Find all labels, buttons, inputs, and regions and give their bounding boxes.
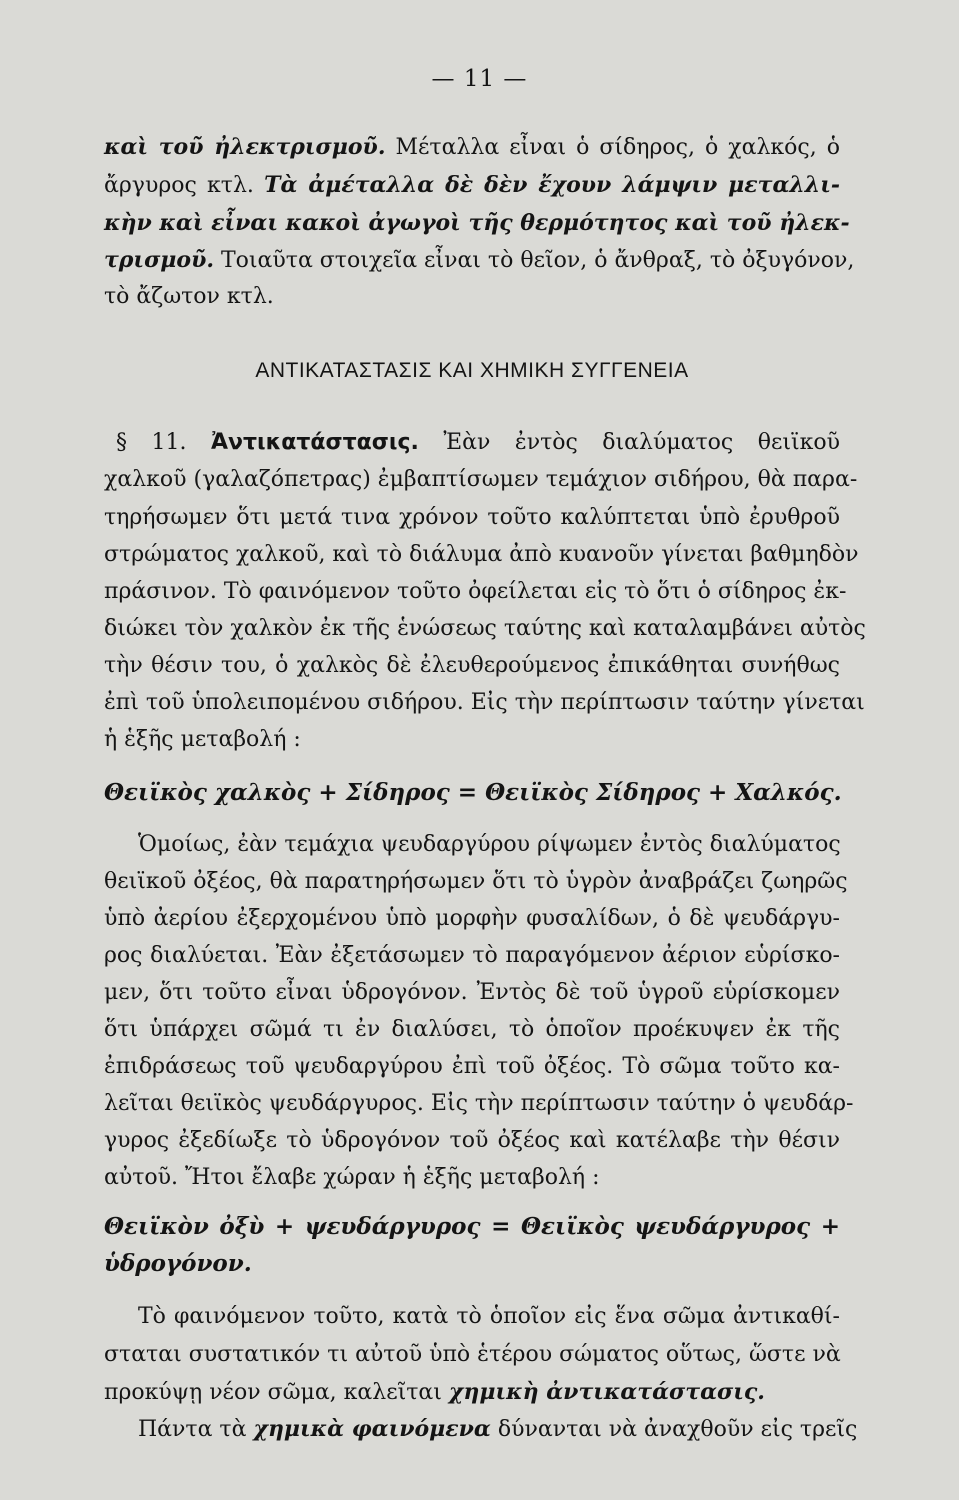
text-run: Ἐὰν ἐντὸς διαλύματος θειϊκοῦ (418, 430, 840, 455)
text-line: μεν, ὅτι τοῦτο εἶναι ὑδρογόνον. Ἐντὸς δὲ τοῦ ὑγροῦ εὑρίσκομεν (104, 980, 840, 1005)
text-line (104, 208, 850, 239)
text-run: Τοιαῦτα στοιχεῖα εἶναι τὸ θεῖον, ὁ ἄνθραξ, τὸ ὀξυγόνον, (214, 248, 855, 273)
text-line: γυρος ἐξεδίωξε τὸ ὑδρογόνον τοῦ ὀξέος καὶ κατέλαβε τὴν θέσιν (104, 1128, 840, 1153)
text-run: ἄργυρος κτλ. (104, 173, 265, 198)
bold-italic-term: χημικὴ ἀντικατάστασις. (448, 1379, 765, 1405)
text-line: χαλκοῦ (γαλαζόπετρας) ἐμβαπτίσωμεν τεμάχιον σιδήρου, θὰ παρα- (104, 467, 858, 492)
text-run: τὸ ἄζωτον κτλ. (104, 284, 274, 309)
text-run: Μέταλλα εἶναι ὁ σίδηρος, ὁ χαλκός, ὁ (385, 135, 840, 160)
text-line (104, 132, 840, 163)
bold-italic-term: χημικὰ φαινόμενα (253, 1416, 491, 1442)
text-line (104, 282, 840, 312)
bold-italic-term: κὴν καὶ εἶναι κακοὶ ἀγωγοὶ τῆς θερμότητος καὶ τοῦ ἠλεκ- (104, 210, 850, 236)
text-line: Ὁμοίως, ἐὰν τεμάχια ψευδαργύρου ρίψωμεν ἐντὸς διαλύματος (138, 832, 841, 857)
text-line: σταται συστατικόν τι αὐτοῦ ὑπὸ ἑτέρου σώματος οὕτως, ὥστε νὰ (104, 1342, 841, 1367)
bold-italic-term: Τὰ ἀμέταλλα δὲ δὲν ἔχουν λάμψιν μεταλλι- (264, 172, 841, 198)
paragraph-number: § 11. (116, 430, 187, 455)
bold-italic-term: τρισμοῦ. (104, 247, 214, 273)
text-line: ἡ ἑξῆς μεταβολή : (104, 727, 301, 752)
text-line: στρώματος χαλκοῦ, καὶ τὸ διάλυμα ἀπὸ κυανοῦν γίνεται βαθμηδὸν (104, 542, 859, 567)
text-line: Τὸ φαινόμενον τοῦτο, κατὰ τὸ ὁποῖον εἰς ἕνα σῶμα ἀντικαθί- (138, 1304, 840, 1329)
bold-italic-term: καὶ τοῦ ἠλεκτρισμοῦ. (104, 134, 386, 160)
text-line: πράσινον. Τὸ φαινόμενον τοῦτο ὀφείλεται εἰς τὸ ὅτι ὁ σίδηρος ἐκ- (104, 579, 847, 604)
page-number: — 11 — (431, 66, 528, 92)
text-line: ὑπὸ ἀερίου ἐξερχομένου ὑπὸ μορφὴν φυσαλίδων, ὁ δὲ ψευδάργυ- (104, 906, 840, 931)
text-line (104, 1377, 840, 1408)
text-line (104, 170, 840, 201)
paragraph-title: Ἀντικατάστασις. (210, 430, 419, 455)
text-line (138, 1414, 858, 1445)
text-line (104, 245, 855, 276)
text-run: προκύψῃ νέον σῶμα, καλεῖται (104, 1380, 449, 1405)
chemical-equation: Θειϊκὸς χαλκὸς + Σίδηρος = Θειϊκὸς Σίδηρος + Χαλκός. (104, 779, 842, 806)
text-line: λεῖται θειϊκὸς ψευδάργυρος. Εἰς τὴν περίπτωσιν ταύτην ὁ ψευδάρ- (104, 1091, 854, 1116)
section-heading: ΑΝΤΙΚΑΤΑΣΤΑΣΙΣ ΚΑΙ ΧΗΜΙΚΗ ΣΥΓΓΕΝΕΙΑ (255, 359, 689, 382)
text-run: δύνανται νὰ ἀναχθοῦν εἰς τρεῖς (490, 1417, 858, 1442)
text-line: αὐτοῦ. Ἤτοι ἔλαβε χώραν ἡ ἑξῆς μεταβολή : (104, 1165, 600, 1190)
text-line: τηρήσωμεν ὅτι μετά τινα χρόνον τοῦτο καλύπτεται ὑπὸ ἐρυθροῦ (104, 505, 840, 530)
text-line: ρος διαλύεται. Ἐὰν ἐξετάσωμεν τὸ παραγόμενον ἀέριον εὑρίσκο- (104, 943, 840, 968)
text-line: ἐπιδράσεως τοῦ ψευδαργύρου ἐπὶ τοῦ ὀξέος. Τὸ σῶμα τοῦτο κα- (104, 1054, 840, 1079)
text-line: ἐπὶ τοῦ ὑπολειπομένου σιδήρου. Εἰς τὴν περίπτωσιν ταύτην γίνεται (104, 690, 865, 715)
text-run: Πάντα τὰ (138, 1417, 254, 1442)
chemical-equation-continuation: ὑδρογόνον. (104, 1250, 252, 1277)
text-line: ὅτι ὑπάρχει σῶμά τι ἐν διαλύσει, τὸ ὁποῖον προέκυψεν ἐκ τῆς (104, 1017, 840, 1042)
text-line: τὴν θέσιν του, ὁ χαλκὸς δὲ ἐλευθερούμενος ἐπικάθηται συνήθως (104, 653, 840, 678)
text-line: θειϊκοῦ ὀξέος, θὰ παρατηρήσωμεν ὅτι τὸ ὑγρὸν ἀναβράζει ζωηρῶς (104, 869, 848, 894)
text-line: διώκει τὸν χαλκὸν ἐκ τῆς ἑνώσεως ταύτης καὶ καταλαμβάνει αὐτὸς (104, 616, 866, 641)
chemical-equation: Θειϊκὸν ὀξὺ + ψευδάργυρος = Θειϊκὸς ψευδάργυρος + (104, 1213, 840, 1240)
text-line (116, 428, 840, 458)
